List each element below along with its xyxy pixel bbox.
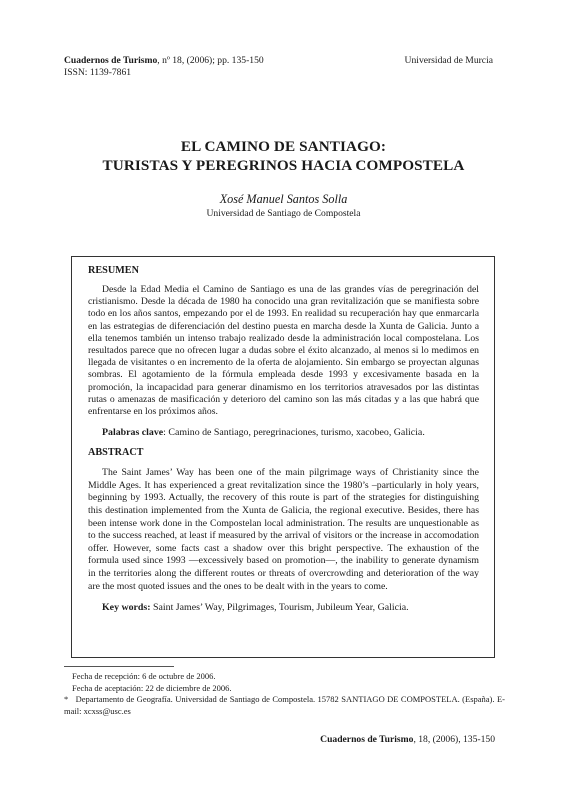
resumen-text: Desde la Edad Media el Camino de Santiago es una de las grandes vías de peregrinación del cristianismo. Desde la década de 1980 ha conocido una gran revitalización que se manifiesta sobre todo en los años santos, empezando por el de 1993. En realidad su recuperación hay que enmarcarla en las estrategias de diferenciación del destino puesta en marcha desde la Xunta de Galicia. Junto a ella tenemos también un intenso trabajo realizado desde la administración local compostelana. Los resultados parece que no ofrecen lugar a dudas sobre el éxito alcanzado, al menos si lo medimos en llegada de visitantes o en incremento de la oferta de alojamiento. Sin embargo se proyectan algunas sombras. El agotamiento de la fórmula empleada desde 1993 y excesivamente basada en la promoción, la incapacidad para generar dinamismo en los territorios atravesados por las distintas rutas o amenazas de masificación y deterioro del camino son las más citadas y a las que habrá que enfrentarse en los próximos años. (88, 284, 479, 418)
footer-citation: , 18, (2006), 135-150 (413, 734, 495, 745)
abstract-box (71, 256, 495, 658)
received-date: Fecha de recepción: 6 de octubre de 2006. (72, 671, 216, 681)
footer-journal: Cuadernos de Turismo (320, 734, 414, 745)
accepted-date: Fecha de aceptación: 22 de diciembre de 2006. (72, 682, 232, 693)
author-name: Xosé Manuel Santos Solla (219, 192, 348, 206)
key-words-text: Saint James’ Way, Pilgrimages, Tourism, Jubileum Year, Galicia. (150, 602, 409, 614)
resumen-heading: RESUMEN (88, 265, 139, 276)
footnote-rule (64, 666, 174, 667)
footnotes (72, 671, 504, 694)
abstract-heading: ABSTRACT (88, 447, 144, 459)
journal-name: Cuadernos de Turismo (64, 55, 158, 66)
article-title (0, 137, 567, 175)
palabras-clave-label: Palabras clave (102, 427, 164, 439)
palabras-clave-text: : Camino de Santiago, peregrinaciones, turismo, xacobeo, Galicia. (163, 427, 425, 439)
title-line-1: EL CAMINO DE SANTIAGO: (180, 138, 387, 155)
publisher: Universidad de Murcia (404, 55, 493, 66)
affiliation-footnote (64, 694, 505, 717)
palabras-clave (88, 427, 479, 438)
title-line-2: TURISTAS Y PEREGRINOS HACIA COMPOSTELA (102, 157, 465, 174)
footnote-marker: * (64, 694, 69, 704)
key-words (88, 602, 479, 613)
running-header-left (64, 55, 264, 79)
issn: ISSN: 1139-7861 (64, 67, 132, 78)
journal-citation: , nº 18, (2006); pp. 135-150 (157, 55, 264, 66)
footnote-dept: Departamento de Geografía. Universidad de Santiago de Compostela. 15782 SANTIAGO DE COMPOSTELA. (España). E-mail: xcxss@usc.es (64, 694, 505, 716)
running-footer (320, 734, 495, 745)
key-words-label: Key words: (102, 602, 151, 614)
abstract-text: The Saint James’ Way has been one of the main pilgrimage ways of Christianity since the Middle Ages. It has experienced a great revitalization since the 1980’s –particularly in holy years, beginning by 1993. Actually, the recovery of this route is part of the strategies for distinguishing this destination implemented from the Xunta de Galicia, the regional executive. Besides, there has been intense work done in the Compostelan local administration. The results are unquestionable as to the success reached, at least if measured by the arrival of visitors or the increase in accomodation offer. However, some facts cast a shadow over this bright perspective. The exhaustion of the formula used since 1993 —excessively based on promotion—, the inability to generate dynamism in the territories along the different routes or threats of overcrowding and deterioration of the way are the most quoted issues and the ones to be dealt with in the years to come. (88, 467, 479, 592)
author-affiliation: Universidad de Santiago de Compostela (206, 208, 361, 219)
